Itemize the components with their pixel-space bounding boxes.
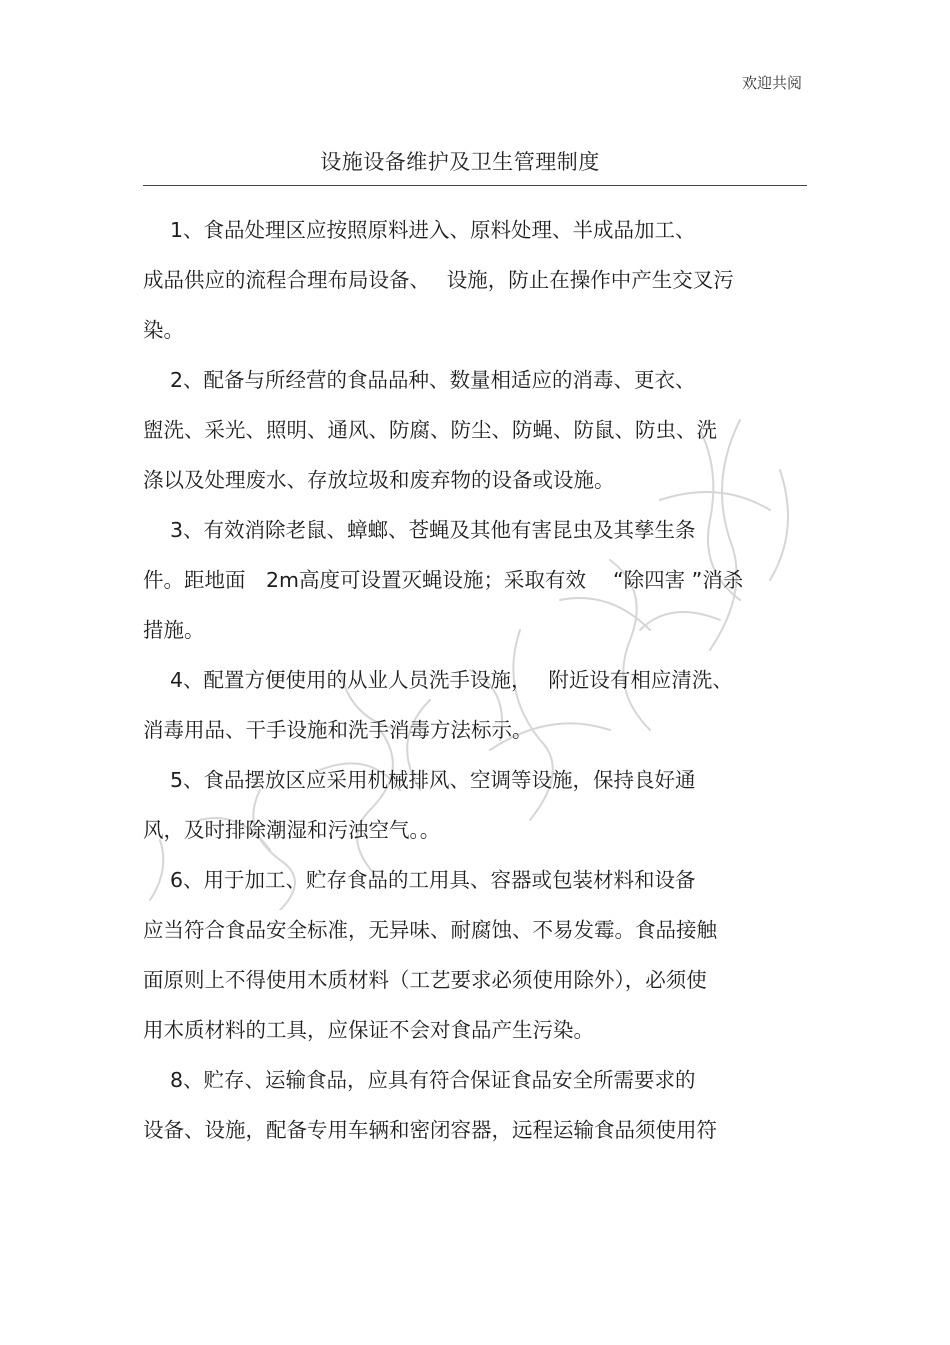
paragraph-line-19: 设备、设施，配备专用车辆和密闭容器，远程运输食品须使用符 [143, 1118, 717, 1142]
paragraph-line-8: 件。距地面 2m高度可设置灭蝇设施；采取有效 “除四害 ”消杀 [143, 568, 744, 592]
paragraph-line-15: 应当符合食品安全标准，无异味、耐腐蚀、不易发霉。食品接触 [143, 918, 717, 942]
paragraph-line-18: 8、贮存、运输食品，应具有符合保证食品安全所需要求的 [143, 1068, 696, 1092]
paragraph-line-14: 6、用于加工、贮存食品的工用具、容器或包装材料和设备 [143, 868, 696, 892]
paragraph-line-12: 5、食品摆放区应采用机械排风、空调等设施，保持良好通 [143, 768, 696, 792]
header-note: 欢迎共阅 [741, 74, 802, 92]
paragraph-line-2: 成品供应的流程合理布局设备、 设施，防止在操作中产生交叉污 [143, 268, 734, 292]
document-title: 设施设备维护及卫生管理制度 [320, 150, 600, 174]
paragraph-line-9: 措施。 [143, 618, 205, 642]
paragraph-line-11: 消毒用品、干手设施和洗手消毒方法标示。 [143, 718, 533, 742]
paragraph-line-1: 1、食品处理区应按照原料进入、原料处理、半成品加工、 [143, 218, 696, 242]
paragraph-line-3: 染。 [143, 318, 184, 342]
paragraph-line-7: 3、有效消除老鼠、蟑螂、苍蝇及其他有害昆虫及其孳生条 [143, 518, 696, 542]
title-underline [143, 185, 807, 186]
paragraph-line-13: 风，及时排除潮湿和污浊空气。。 [143, 818, 441, 842]
paragraph-line-5: 盥洗、采光、照明、通风、防腐、防尘、防蝇、防鼠、防虫、洗 [143, 418, 717, 442]
paragraph-line-16: 面原则上不得使用木质材料（工艺要求必须使用除外），必须使 [143, 968, 707, 992]
paragraph-line-4: 2、配备与所经营的食品品种、数量相适应的消毒、更衣、 [143, 368, 696, 392]
paragraph-line-17: 用木质材料的工具，应保证不会对食品产生污染。 [143, 1018, 594, 1042]
paragraph-line-6: 涤以及处理废水、存放垃圾和废弃物的设备或设施。 [143, 468, 615, 492]
paragraph-line-10: 4、配置方便使用的从业人员洗手设施， 附近设有相应清洗、 [143, 668, 733, 692]
